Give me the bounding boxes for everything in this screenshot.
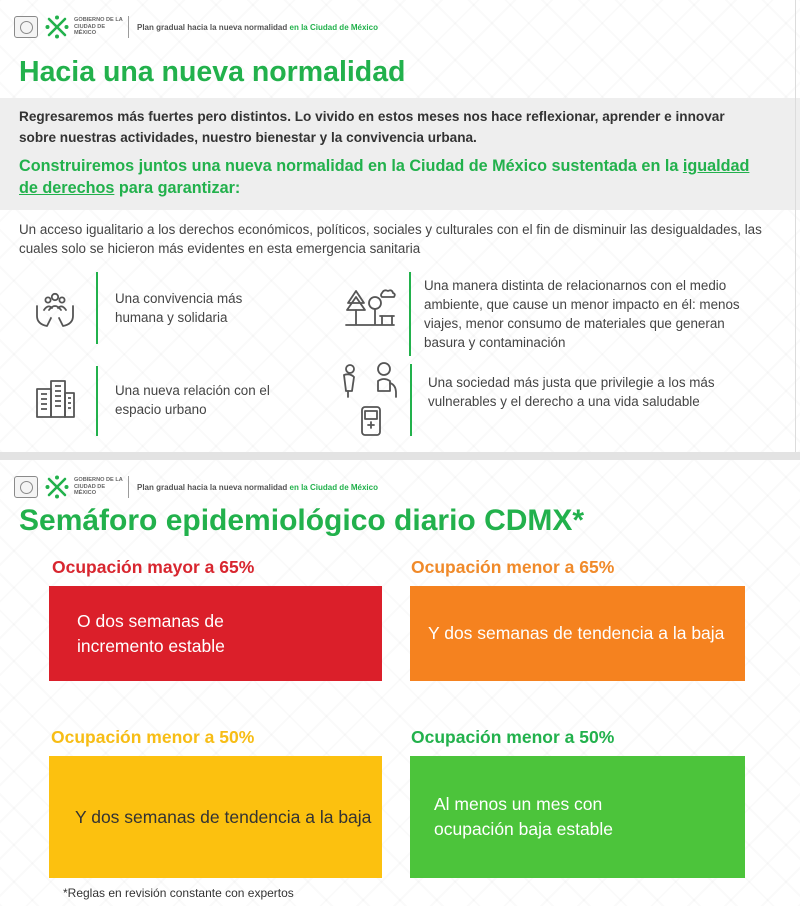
level-yellow-card [49,756,382,878]
cdmx-logo-icon [44,14,70,40]
plan-label-prefix: Plan gradual hacia la nueva normalidad [137,482,288,492]
level-orange-heading: Ocupación menor a 65% [411,557,615,577]
lead-text-end: para garantizar: [114,179,241,197]
health-vulnerable-icon [338,361,404,441]
item-sociedad-justa-text: Una sociedad más justa que privilegie a los más vulnerables y el derecho a una vida saludable [428,375,715,409]
level-red-text: O dos semanas de incremento estable [77,610,225,656]
page-edge-line [795,0,796,452]
section-divider [0,452,800,460]
lead-text-start: Construiremos juntos una nueva normalidad en la Ciudad de México sustentada en la [19,157,683,175]
government-seal-icon [14,476,38,498]
semaforo-title: Semáforo epidemiológico diario CDMX* [19,504,585,537]
lead-text-underlined: igualdad de derechos [19,157,750,197]
buildings-icon [33,375,77,419]
page-header [14,12,378,42]
level-green-text: Al menos un mes con ocupación baja estable [434,794,614,839]
plan-label-suffix: en la Ciudad de México [289,482,378,492]
level-yellow-heading: Ocupación menor a 50% [51,727,255,747]
header-separator [128,16,129,38]
item-convivencia-text: Una convivencia más humana y solidaria [115,291,243,325]
nueva-normalidad-panel [0,0,800,452]
level-orange-text: Y dos semanas de tendencia a la baja [428,623,725,643]
level-green-card [410,756,745,878]
item-medio-ambiente-text: Una manera distinta de relacionarnos con el medio ambiente, que cause un menor impacto en él: menos viajes, menor consumo de materiales que generan basura y contaminación [424,278,740,350]
government-label: GOBIERNO DE LA CIUDAD DE MÉXICO [74,17,123,37]
plan-label-prefix: Plan gradual hacia la nueva normalidad [137,22,288,32]
level-red-heading: Ocupación mayor a 65% [52,557,255,577]
header-separator [128,476,129,498]
plan-label [137,483,378,492]
hands-community-icon [33,286,77,330]
level-green-heading: Ocupación menor a 50% [411,727,615,747]
intro-text: Regresaremos más fuertes pero distintos. Lo vivido en estos meses nos hace reflexionar, aprender e innovar sobre nuestras actividades, nuestro bienestar y la convivencia urbana. [19,109,725,145]
nature-park-icon [342,285,398,333]
government-label: GOBIERNO DE LA CIUDAD DE MÉXICO [74,477,123,497]
item-divider [96,272,98,344]
semaforo-panel [0,460,800,906]
item-divider [409,272,411,356]
item-divider [96,366,98,436]
government-seal-icon [14,16,38,38]
page-title: Hacia una nueva normalidad [19,56,406,88]
plan-label-suffix: en la Ciudad de México [289,22,378,32]
level-red-card [49,586,382,681]
plan-label [137,23,378,32]
level-orange-card [410,586,745,681]
rules-footnote: *Reglas en revisión constante con expertos [63,886,294,900]
cdmx-logo-icon [44,474,70,500]
item-espacio-urbano-text: Una nueva relación con el espacio urbano [115,383,270,417]
rights-paragraph: Un acceso igualitario a los derechos económicos, políticos, sociales y culturales con el fin de disminuir las desigualdades, las cuales solo se hicieron más evidentes en esta emergencia sanitaria [19,222,762,256]
level-yellow-text: Y dos semanas de tendencia a la baja [75,806,372,827]
page-header [14,472,378,502]
item-divider [410,364,412,436]
lead-text [19,155,759,199]
